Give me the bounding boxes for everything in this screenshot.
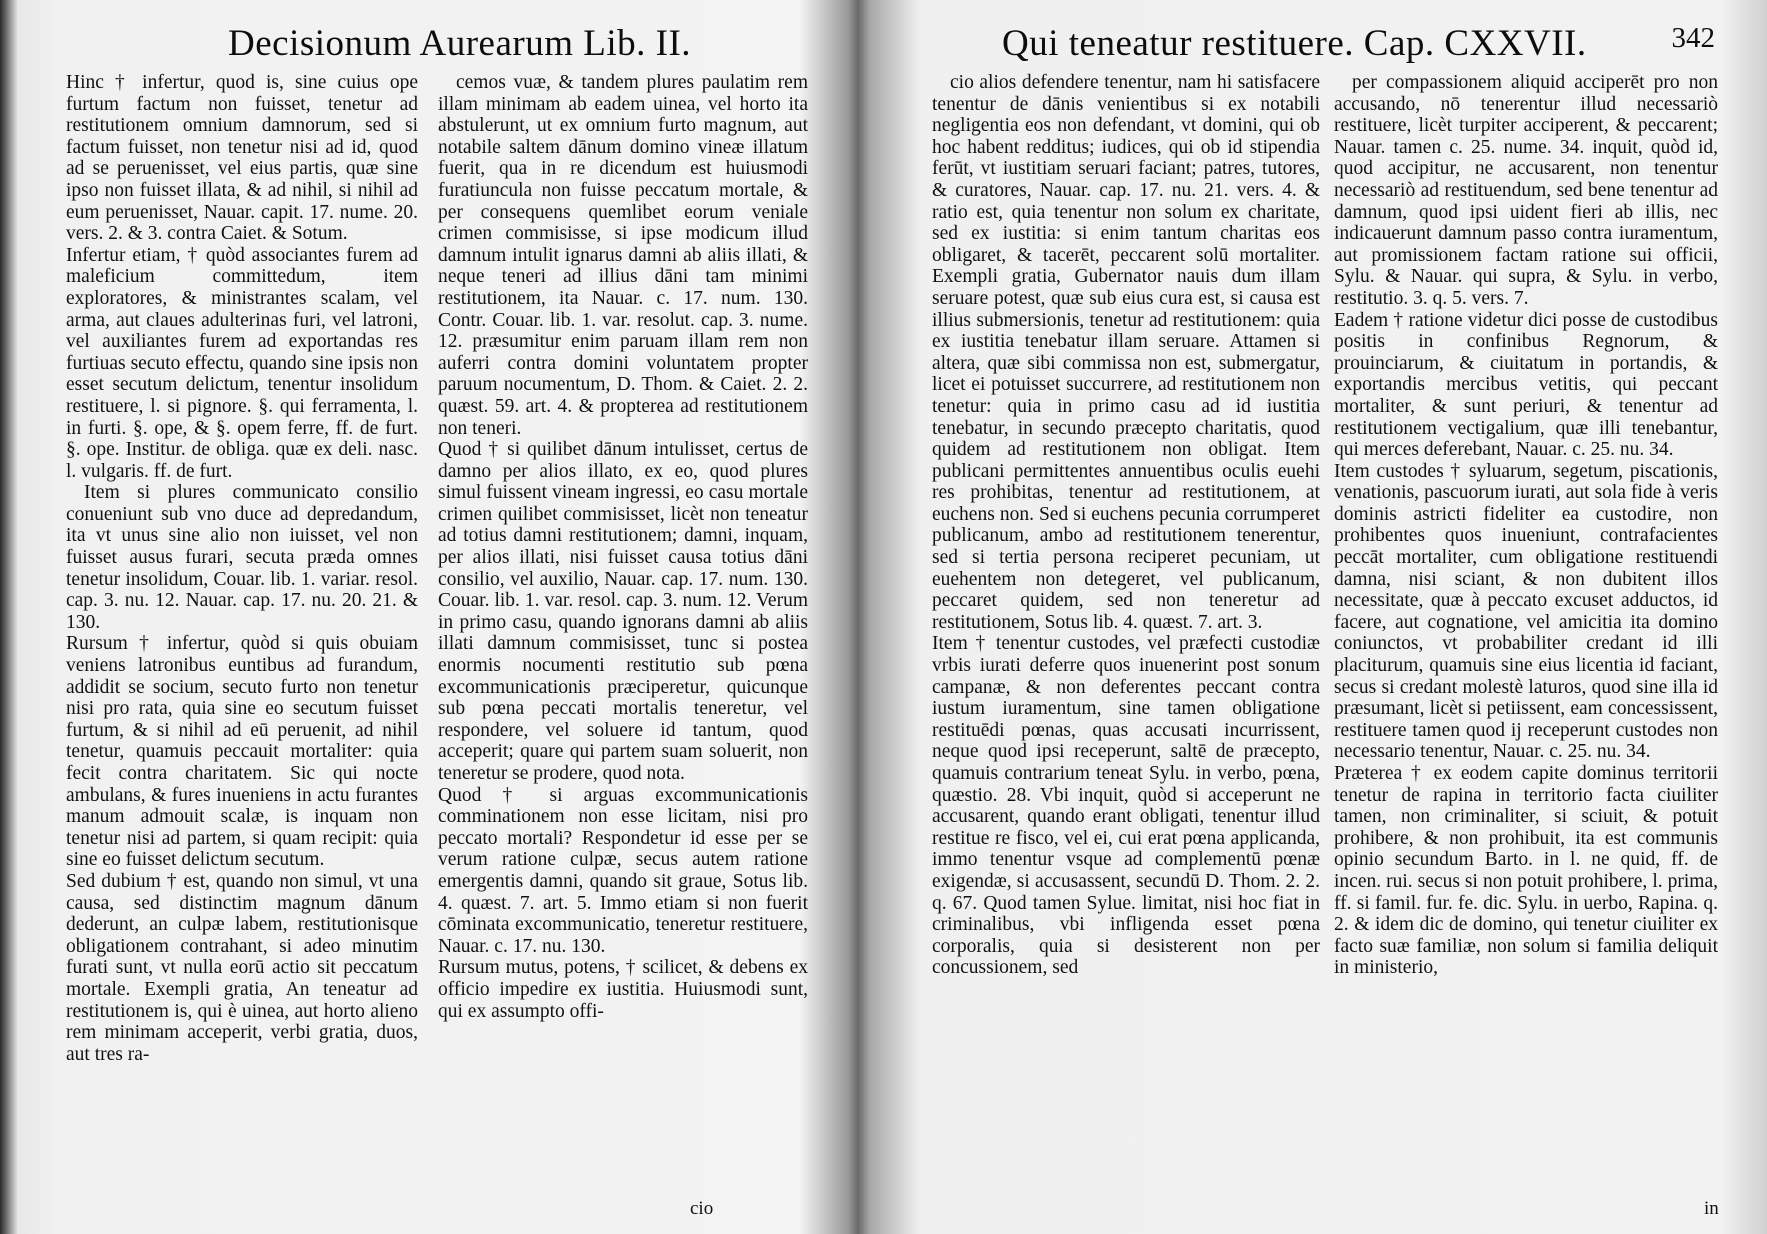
left-running-head: Decisionum Aurearum Lib. II. [228,23,692,64]
paragraph [1334,310,1718,461]
left-catchword: cio [690,1198,714,1219]
right-running-head: Qui teneatur restituere. Cap. CXXVII. [1002,23,1587,64]
paragraph-text: Infertur etiam, † quòd associantes furem ad maleficium committedum, item exploratores, & ministrantes scalam, vel arma, aut claues adulterinas furi, vel latroni, vel auxiliantes furem ad exportandas res furtiuas secuto effectu, quando sine ipsis non esset secutum delictum, tenentur insolidum restituere, l. si pignore. §. qui ferramenta, l. in furti. §. ope, & §. opem ferre, ff. de furt. §. ope. Institur. de obliga. quæ ex deli. nasc. l. vulgaris. ff. de furt. [66,244,418,482]
right-column-b [1334,72,1718,1220]
left-page [0,0,855,1234]
left-column-b [438,72,808,1220]
page-number: 342 [1671,22,1715,54]
paragraph [932,633,1320,979]
paragraph-text: per compassionem aliquid acciperēt pro non accusando, nō tenerentur illud necessariò restituere, licèt turpiter acciperent, & peccarent; Nauar. tamen c. 25. nume. 34. inquit, quòd id, quod accipitur, ne accusarent, non tenentur necessariò ad restituendum, sed bene tenentur ad damnum, quod ipsi uident fieri ab illis, nec indicauerunt damnum passo contra iuramentum, aut promissionem factam ratione sui officii, Sylu. & Nauar. qui supra, & Sylu. in verbo, restitutio. 3. q. 5. vers. 7. [1334,72,1718,309]
paragraph-text: Hinc † infertur, quod is, sine cuius ope furtum factum non fuisset, tenetur ad restitutionem omnium damnorum, sed si factum fuisset, non tenetur nisi ad id, quod ad se peruenisset, vel eius partis, quæ sine ipso non fuisset illata, & ad nihil, si nihil ad eum peruenisset, Nauar. capit. 17. nume. 20. vers. 2. & 3. contra Caiet. & Sotum. [66,72,418,245]
right-catchword: in [1704,1198,1719,1219]
paragraph-text: Item si plures communicato consilio conueniunt sub vno duce ad depredandum, ita vt unus sine alio non iuisset, vel non fuisset ausus furari, secuta præda omnes tenetur insolidum, Couar. lib. 1. variar. resol. cap. 3. nu. 12. Nauar. cap. 17. nu. 20. 21. & 130. [66,482,418,633]
paragraph [66,482,418,633]
paragraph [1334,763,1718,979]
paragraph [438,72,808,439]
paragraph-text: Sed dubium † est, quando non simul, vt una causa, sed distinctim magnum dānum dederunt, an culpæ labem, restitutionisque obligationem contrahant, si adeo minutim furati sunt, vt nulla eorū actio sit peccatum mortale. Exempli gratia, An teneatur ad restitutionem is, qui è uinea, aut horto alieno rem minimam acceperit, verbi gratia, duos, aut tres ra- [66,870,418,1065]
paragraph-text: Item † tenentur custodes, vel præfecti custodiæ vrbis iurati deferre quos inuenerint post sonum campanæ, & non deferentes peccant contra iustum iuramentum, sine tamen obligatione restituēdi pœnas, quas accusati incurrissent, neque quod ipsi receperunt, saltē de præcepto, quamuis contrarium teneat Sylu. in verbo, pœna, quæstio. 28. Vbi inquit, quòd si acceperunt ne accusarent, quando erant obligati, tenentur illud restitue re fisco, vel ei, cui erat pœna applicanda, immo tenentur vsque ad complementū pœnæ exigendæ, si accusassent, secundū D. Thom. 2. 2. q. 67. Quod tamen Sylue. limitat, nisi hoc fiat in criminalibus, vbi infligenda esset pœna corporalis, quia si desisterent non per concussionem, sed [932,633,1320,979]
paragraph-text: Rursum † infertur, quòd si quis obuiam veniens latronibus euntibus ad furandum, addidit se socium, secuto furto non tenetur nisi pro rata, quia sine eo secutum fuisset furtum, & si nihil ad eū peruenit, ad nihil tenetur, quamuis peccauit mortaliter: quia fecit contra charitatem. Sic qui nocte ambulans, & fures inueniens in actu furantes manum admouit scalæ, is inquam non tenetur nisi ad partem, si quam recipit: quia sine eo fuisset delictum secutum. [66,633,418,871]
paragraph-text: cemos vuæ, & tandem plures paulatim rem illam minimam ab eadem uinea, vel horto ita abstulerunt, ut ex omnium furto magnum, aut notabile saltem dānum domino vineæ illatum fuerit, qua in re dicendum est huiusmodi furatiuncula non fuisse peccatum mortale, & per consequens quemlibet eorum veniale crimen commisisse, si ipse modicum illud damnum intulit ignarus damni ab aliis illati, & neque teneri ad illius dāni tam minimi restitutionem, ita Nauar. c. 17. num. 130. Contr. Couar. lib. 1. var. resolut. cap. 3. nume. 12. præsumitur enim paruam illam rem non auferri contra domini voluntatem propter paruum nocumentum, D. Thom. & Caiet. 2. 2. quæst. 59. art. 4. & propterea ad restitutionem non teneri. [438,72,808,439]
paragraph [438,785,808,958]
paragraph [438,439,808,785]
right-page [862,0,1767,1234]
paragraph [66,72,418,245]
paragraph-text: Quod † si arguas excommunicationis comminationem non esse licitam, nisi pro peccato mortali? Respondetur id esse per se verum ratione culpæ, secus autem ratione emergentis damni, quando sit graue, Sotus lib. 4. quæst. 7. art. 5. Immo etiam si non fuerit cōminata excommunicatio, teneretur restituere, Nauar. c. 17. nu. 130. [438,784,808,957]
paragraph [66,245,418,483]
paragraph-text: Eadem † ratione videtur dici posse de custodibus positis in confinibus Regnorum, & prouinciarum, & ciuitatum in portandis, & exportandis mercibus vetitis, qui peccant mortaliter, & sunt periuri, & tenentur ad restitutionem vectigalium, quæ illi tenebantur, qui merces deferebant, Nauar. c. 25. nu. 34. [1334,309,1718,461]
paragraph [932,72,1320,633]
paragraph [1334,72,1718,310]
paragraph-text: Rursum mutus, potens, † scilicet, & debens ex officio impedire ex iustitia. Huiusmodi sunt, qui ex assumpto offi- [438,957,808,1022]
left-column-a [66,72,418,1220]
paragraph-text: Præterea † ex eodem capite dominus territorii tenetur de rapina in territorio facta ciuiliter tamen, non criminaliter, si sciuit, & potuit prohibere, & non prohibuit, ita est communis opinio secundum Barto. in l. ne quid, ff. de incen. rui. secus si non potuit prohibere, l. prima, ff. si famil. fur. fe. dic. Sylu. in uerbo, Rapina. q. 2. & idem dic de domino, qui tenetur ciuiliter ex facto suæ familiæ, non solum si familia deliquit in ministerio, [1334,763,1718,979]
paragraph-text: Quod † si quilibet dānum intulisset, certus de damno per alios illato, ex eo, quod plures simul fuissent vineam ingressi, eo casu mortale crimen quilibet commisisset, licèt non teneatur ad totius damni restitutionem; damni, inquam, per alios illati, nisi fuisset causa totius dāni consilio, vel auxilio, Nauar. cap. 17. num. 130. Couar. lib. 1. var. resol. cap. 3. num. 12. Verum in primo casu, quando ignorans damni ab aliis illati damnum commisisset, tunc si postea enormis nocumenti restitutio sub pœna excommunicationis præciperetur, quicunque sub pœna peccati mortalis teneretur, vel respondere, vel soluere id tantum, quod acceperit; quare qui partem suam soluerit, non teneretur se prodere, quod nota. [438,439,808,784]
paragraph [66,871,418,1065]
paragraph [438,957,808,1022]
paragraph-text: Item custodes † syluarum, segetum, piscationis, venationis, pascuorum iurati, aut sola fide à veris dominis astricti fideliter ea custodire, non prohibentes quos inueniunt, contrafacientes peccāt mortaliter, cum obligatione restituendi damna, nisi sciant, & non dubitent illos necessitate, quæ à peccato excuset adductos, id facere, aut cognatione, vel amicitia ita domino coniunctos, vt probabiliter credant id illi placiturum, quamuis sine eius licentia id faciant, secus si credant molestè laturos, quod sine illa id præsumant, licèt si petiissent, eam concessissent, restituere tamen quod ij receperunt custodes non necessario tenentur, Nauar. c. 25. nu. 34. [1334,460,1718,763]
paragraph [66,633,418,871]
right-column-a [932,72,1320,1220]
paragraph [1334,461,1718,763]
paragraph-text: cio alios defendere tenentur, nam hi satisfacere tenentur de dānis venientibus si ex notabili negligentia eos non defendant, vt domini, qui ob hoc habent redditus; iudices, qui ob id stipendia ferūt, vt iustitiam seruari faciant; patres, tutores, & curatores, Nauar. cap. 17. nu. 21. vers. 4. & ratio est, quia tenentur non solum ex charitate, sed ex iustitia: si enim tantum charitas eos obligaret, & tacerēt, peccarent solū mortaliter. Exempli gratia, Gubernator nauis dum illam seruare potest, quæ sub eius cura est, si causa est illius submersionis, tenetur ad restitutionem: quia ex iustitia tenebatur illam seruare. Attamen si altera, quæ sibi commissa non est, submergatur, licet ei potuisset succurrere, ad restitutionem non tenetur: quia in primo casu ad id iustitia tenebatur, in secundo præcepto charitatis, quod quidem ad restitutionem non obligat. Item publicani permittentes annuentibus oculis euehi res prohibitas, tenentur ad restitutionem, at euchens non. Sed si euchens pecunia corrumperet publicanum, ambo ad restitutionem tenerentur, sed si tertia persona reciperet pecuniam, ut euehentem non detegeret, vel publicanum, peccaret quidem, sed non teneretur ad restitutionem, Sotus lib. 4. quæst. 7. art. 3. [932,72,1320,633]
